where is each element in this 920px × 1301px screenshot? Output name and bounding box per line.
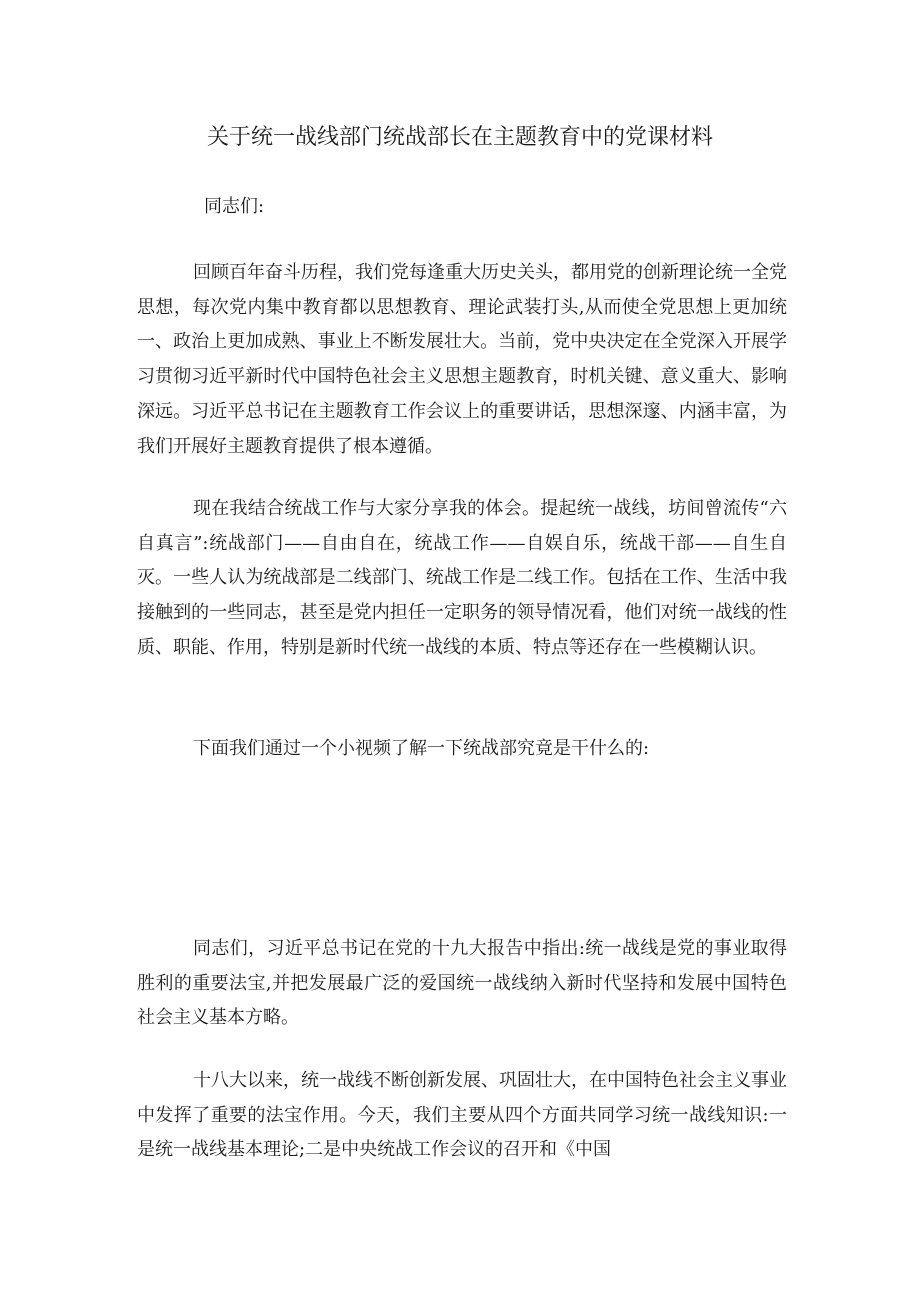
paragraph-1: 回顾百年奋斗历程，我们党每逢重大历史关头，都用党的创新理论统一全党思想，每次党内集中教育都以思想教育、理论武装打头,从而使全党思想上更加统一、政治上更加成熟、事业上不断发展壮大。当前，党中央决定在全党深入开展学习贯彻习近平新时代中国特色社会主义思想主题教育，时机关键、意义重大、影响深远。习近平总书记在主题教育工作会议上的重要讲话，思想深邃、内涵丰富，为我们开展好主题教育提供了根本遵循。 xyxy=(137,262,787,457)
paragraph-2: 现在我结合统战工作与大家分享我的体会。提起统一战线，坊间曾流传“六自真言”:统战部门——自由自在，统战工作——自娱自乐，统战干部——自生自灭。一些人认为统战部是二线部门、统战工作是二线工作。包括在工作、生活中我接触到的一些同志，甚至是党内担任一定职务的领导情况看，他们对统一战线的性质、职能、作用，特别是新时代统一战线的本质、特点等还存在一些模糊认识。 xyxy=(137,498,787,658)
document-title: 关于统一战线部门统战部长在主题教育中的党课材料 xyxy=(206,125,713,150)
paragraph-5: 十八大以来，统一战线不断创新发展、巩固壮大，在中国特色社会主义事业中发挥了重要的法宝作用。今天，我们主要从四个方面共同学习统一战线知识:一是统一战线基本理论;二是中央统战工作会议的召开和《中国 xyxy=(137,1070,787,1161)
paragraph-4: 同志们，习近平总书记在党的十九大报告中指出:统一战线是党的事业取得胜利的重要法宝,并把发展最广泛的爱国统一战线纳入新时代坚持和发展中国特色社会主义基本方略。 xyxy=(137,938,787,1029)
salutation: 同志们: xyxy=(204,196,265,217)
paragraph-3: 下面我们通过一个小视频了解一下统战部究竟是干什么的: xyxy=(193,738,650,759)
